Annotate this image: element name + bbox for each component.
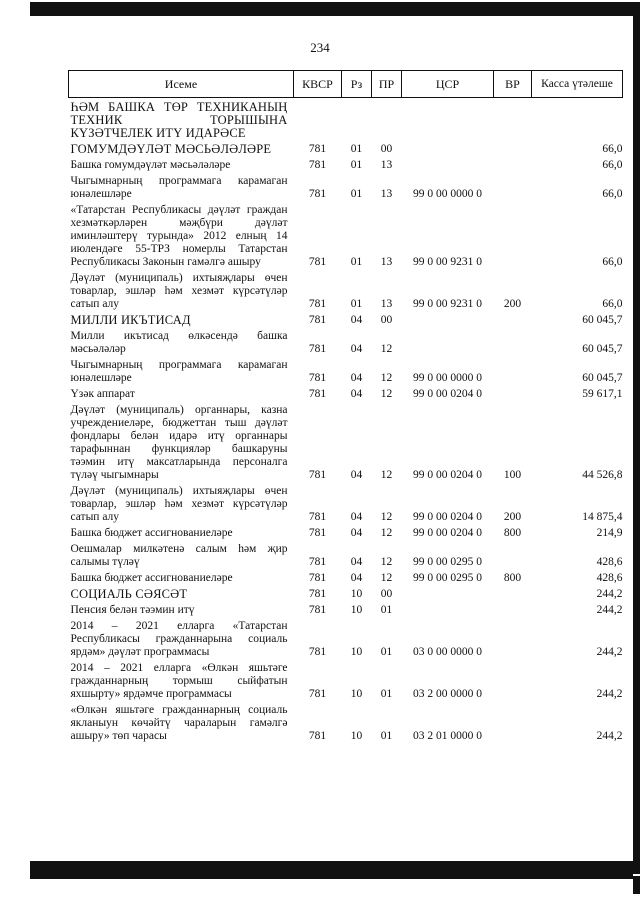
row-name: Чыгымнарның программага карамаган юнәлешләре bbox=[70, 359, 288, 384]
row-kvsr: 781 bbox=[308, 527, 327, 539]
row-csr: 99 0 00 0295 0 bbox=[413, 556, 482, 568]
table-row bbox=[69, 385, 623, 401]
row-pr: 13 bbox=[380, 256, 393, 268]
row-name: Дәүләт (муниципаль) ихтыяҗлары өчен товарлар, эшләр һәм хезмәт күрсәтүләр сатып алу bbox=[70, 272, 288, 310]
row-amount: 428,6 bbox=[596, 572, 623, 584]
row-name: СОЦИАЛЬ СӘЯСӘТ bbox=[70, 587, 188, 601]
row-rz: 04 bbox=[350, 511, 363, 523]
row-kvsr: 781 bbox=[308, 314, 327, 326]
scan-border-bottom-right bbox=[633, 876, 640, 894]
row-kvsr: 781 bbox=[308, 572, 327, 584]
row-kvsr: 781 bbox=[308, 556, 327, 568]
table-row bbox=[69, 601, 623, 617]
row-vr bbox=[494, 98, 532, 141]
row-amount: 66,0 bbox=[602, 143, 623, 155]
row-amount: 428,6 bbox=[596, 556, 623, 568]
row-kvsr: 781 bbox=[308, 388, 327, 400]
row-kvsr: 781 bbox=[308, 343, 327, 355]
row-vr: 200 bbox=[503, 511, 522, 523]
row-vr: 800 bbox=[503, 572, 522, 584]
row-amount: 66,0 bbox=[602, 256, 623, 268]
row-kvsr: 781 bbox=[308, 298, 327, 310]
row-rz: 10 bbox=[350, 604, 363, 616]
row-csr: 99 0 00 9231 0 bbox=[413, 256, 482, 268]
row-amount: 66,0 bbox=[602, 188, 623, 200]
row-name: Башка бюджет ассигнованиеләре bbox=[70, 527, 233, 539]
row-rz: 04 bbox=[350, 314, 363, 326]
row-rz: 01 bbox=[350, 159, 363, 171]
budget-table bbox=[68, 70, 623, 743]
row-vr bbox=[494, 540, 532, 569]
header-csr: ЦСР bbox=[402, 71, 494, 98]
row-csr: 99 0 00 9231 0 bbox=[413, 298, 482, 310]
row-kvsr: 781 bbox=[308, 256, 327, 268]
row-vr bbox=[494, 156, 532, 172]
row-vr bbox=[494, 385, 532, 401]
row-kvsr: 781 bbox=[308, 159, 327, 171]
row-csr: 99 0 00 0204 0 bbox=[413, 469, 482, 481]
row-name: «Өлкән яшьтәге гражданнарның социаль якланыун көчәйтү чараларын гамәлгә ашыру» төп чарасы bbox=[70, 704, 288, 742]
row-csr bbox=[402, 140, 494, 156]
row-pr: 01 bbox=[380, 688, 393, 700]
table-row bbox=[69, 172, 623, 201]
table-header-row bbox=[69, 71, 623, 98]
row-vr bbox=[494, 659, 532, 701]
scan-border-bottom bbox=[30, 861, 633, 879]
header-name: Исеме bbox=[69, 71, 294, 98]
row-csr bbox=[402, 156, 494, 172]
row-rz: 01 bbox=[350, 143, 363, 155]
row-pr: 12 bbox=[380, 469, 393, 481]
row-pr: 01 bbox=[380, 604, 393, 616]
row-amount: 244,2 bbox=[596, 688, 623, 700]
row-csr: 99 0 00 0204 0 bbox=[413, 527, 482, 539]
header-vr: ВР bbox=[494, 71, 532, 98]
row-kvsr: 781 bbox=[308, 646, 327, 658]
row-rz: 04 bbox=[350, 556, 363, 568]
row-pr: 01 bbox=[380, 730, 393, 742]
row-name: ГОМУМДӘҮЛӘТ МӘСЬӘЛӘЛӘРЕ bbox=[70, 142, 272, 156]
row-amount: 214,9 bbox=[596, 527, 623, 539]
row-pr: 12 bbox=[380, 343, 393, 355]
row-csr: 99 0 00 0000 0 bbox=[413, 372, 482, 384]
table-row bbox=[69, 140, 623, 156]
row-pr: 13 bbox=[380, 159, 393, 171]
row-amount: 244,2 bbox=[596, 588, 623, 600]
table-row bbox=[69, 311, 623, 327]
row-name: МИЛЛИ ИКЪТИСАД bbox=[70, 313, 191, 327]
header-pr: ПР bbox=[372, 71, 402, 98]
row-rz: 01 bbox=[350, 256, 363, 268]
row-rz: 10 bbox=[350, 730, 363, 742]
table-row bbox=[69, 327, 623, 356]
row-kvsr: 781 bbox=[308, 372, 327, 384]
row-csr bbox=[402, 327, 494, 356]
scan-border-top bbox=[30, 2, 640, 16]
row-rz: 01 bbox=[350, 298, 363, 310]
row-amount: 60 045,7 bbox=[582, 314, 623, 326]
row-vr bbox=[494, 356, 532, 385]
row-name: Пенсия белән тәэмин итү bbox=[70, 604, 195, 616]
row-pr: 00 bbox=[380, 314, 393, 326]
row-csr bbox=[402, 311, 494, 327]
table-row bbox=[69, 540, 623, 569]
row-rz: 04 bbox=[350, 527, 363, 539]
row-name: Дәүләт (муниципаль) ихтыяҗлары өчен товарлар, эшләр һәм хезмәт күрсәтүләр сатып алу bbox=[70, 485, 288, 523]
table-row bbox=[69, 482, 623, 524]
row-name: Чыгымнарның программага карамаган юнәлешләре bbox=[70, 175, 288, 200]
row-kvsr: 781 bbox=[308, 688, 327, 700]
row-pr: 13 bbox=[380, 298, 393, 310]
table-row bbox=[69, 269, 623, 311]
row-name: Оешмалар милкәтенә салым һәм җир салымы түләү bbox=[70, 543, 288, 568]
row-rz: 04 bbox=[350, 343, 363, 355]
row-vr bbox=[494, 172, 532, 201]
row-rz: 01 bbox=[350, 188, 363, 200]
row-pr: 12 bbox=[380, 527, 393, 539]
table-row bbox=[69, 617, 623, 659]
row-csr: 99 0 00 0000 0 bbox=[413, 188, 482, 200]
table-row bbox=[69, 701, 623, 743]
row-pr: 01 bbox=[380, 646, 393, 658]
table-row bbox=[69, 356, 623, 385]
row-csr: 03 2 00 0000 0 bbox=[413, 688, 482, 700]
row-amount: 60 045,7 bbox=[582, 372, 623, 384]
header-rz: Рз bbox=[342, 71, 372, 98]
row-amount: 59 617,1 bbox=[582, 388, 623, 400]
row-name: ҺӘМ БАШКА ТӨР ТЕХНИКАНЫҢ ТЕХНИК ТОРЫШЫНА КҮЗӘТЧЕЛЕК ИТҮ ИДАРӘСЕ bbox=[70, 100, 288, 140]
row-name: Дәүләт (муниципаль) органнары, казна учреждениеләре, бюджеттан тыш дәүләт фондлары белән идарә итү органнары тарафыннан функцияләр башкаруны тәэмин итү максатларында персоналга түләү чыгымнары bbox=[70, 404, 288, 481]
row-csr: 99 0 00 0295 0 bbox=[413, 572, 482, 584]
table-row bbox=[69, 524, 623, 540]
header-kassa: Касса үтәлеше bbox=[532, 71, 623, 98]
row-name: Милли икътисад өлкәсендә башка мәсьәләләр bbox=[70, 330, 288, 355]
table-row bbox=[69, 585, 623, 601]
row-rz: 04 bbox=[350, 469, 363, 481]
row-amount: 60 045,7 bbox=[582, 343, 623, 355]
row-kvsr: 781 bbox=[308, 604, 327, 616]
scan-border-right bbox=[633, 14, 640, 874]
row-amount: 244,2 bbox=[596, 646, 623, 658]
row-amount: 66,0 bbox=[602, 159, 623, 171]
row-name: Үзәк аппарат bbox=[70, 388, 135, 400]
row-name: Башка бюджет ассигнованиеләре bbox=[70, 572, 233, 584]
row-csr: 03 2 01 0000 0 bbox=[413, 730, 482, 742]
row-csr: 03 0 00 0000 0 bbox=[413, 646, 482, 658]
row-vr: 100 bbox=[503, 469, 522, 481]
row-amount: 244,2 bbox=[596, 604, 623, 616]
budget-table-container bbox=[68, 70, 622, 743]
row-pr: 12 bbox=[380, 556, 393, 568]
page-number: 234 bbox=[310, 40, 330, 55]
row-kvsr bbox=[294, 98, 342, 141]
row-rz: 04 bbox=[350, 388, 363, 400]
row-amount: 14 875,4 bbox=[582, 511, 623, 523]
header-kvsr: КВСР bbox=[294, 71, 342, 98]
row-rz: 04 bbox=[350, 572, 363, 584]
row-vr bbox=[494, 327, 532, 356]
row-rz: 10 bbox=[350, 588, 363, 600]
row-rz: 04 bbox=[350, 372, 363, 384]
row-amount bbox=[532, 98, 623, 141]
row-amount: 44 526,8 bbox=[582, 469, 623, 481]
table-row bbox=[69, 201, 623, 269]
table-row bbox=[69, 401, 623, 482]
row-pr: 12 bbox=[380, 388, 393, 400]
row-kvsr: 781 bbox=[308, 588, 327, 600]
row-vr: 800 bbox=[503, 527, 522, 539]
row-pr: 00 bbox=[380, 143, 393, 155]
row-pr: 12 bbox=[380, 572, 393, 584]
table-row bbox=[69, 569, 623, 585]
row-rz: 10 bbox=[350, 646, 363, 658]
row-name: 2014 – 2021 елларга «Өлкән яшьтәге гражданнарның тормыш сыйфатын яхшырту» ярдәмче программасы bbox=[70, 662, 288, 700]
row-csr bbox=[402, 98, 494, 141]
row-vr bbox=[494, 140, 532, 156]
row-csr: 99 0 00 0204 0 bbox=[413, 511, 482, 523]
row-vr bbox=[494, 311, 532, 327]
row-vr bbox=[494, 701, 532, 743]
row-rz: 10 bbox=[350, 688, 363, 700]
table-body bbox=[69, 98, 623, 744]
row-vr: 200 bbox=[503, 298, 522, 310]
row-amount: 244,2 bbox=[596, 730, 623, 742]
row-vr bbox=[494, 585, 532, 601]
row-vr bbox=[494, 601, 532, 617]
row-kvsr: 781 bbox=[308, 188, 327, 200]
row-kvsr: 781 bbox=[308, 511, 327, 523]
row-amount: 66,0 bbox=[602, 298, 623, 310]
row-vr bbox=[494, 617, 532, 659]
table-row bbox=[69, 156, 623, 172]
row-pr: 13 bbox=[380, 188, 393, 200]
row-name: Башка гомумдәүләт мәсьәләләре bbox=[70, 159, 231, 171]
row-csr: 99 0 00 0204 0 bbox=[413, 388, 482, 400]
row-kvsr: 781 bbox=[308, 730, 327, 742]
row-pr: 12 bbox=[380, 511, 393, 523]
row-name: 2014 – 2021 елларга «Татарстан Республикасы гражданнарына социаль ярдәм» дәүләт программасы bbox=[70, 620, 288, 658]
row-vr bbox=[494, 201, 532, 269]
table-row bbox=[69, 98, 623, 141]
row-csr bbox=[402, 585, 494, 601]
row-pr: 12 bbox=[380, 372, 393, 384]
row-pr bbox=[372, 98, 402, 141]
row-name: «Татарстан Республикасы дәүләт граждан хезмәткәрләрен мәҗбүри дәүләт иминләштерү турында» 2012 елның 14 июлендәге 55-ТРЗ номерлы Татарстан Республикасы Законын гамәлгә ашыру bbox=[70, 204, 288, 268]
row-kvsr: 781 bbox=[308, 469, 327, 481]
table-row bbox=[69, 659, 623, 701]
row-kvsr: 781 bbox=[308, 143, 327, 155]
row-pr: 00 bbox=[380, 588, 393, 600]
row-rz bbox=[342, 98, 372, 141]
row-csr bbox=[402, 601, 494, 617]
